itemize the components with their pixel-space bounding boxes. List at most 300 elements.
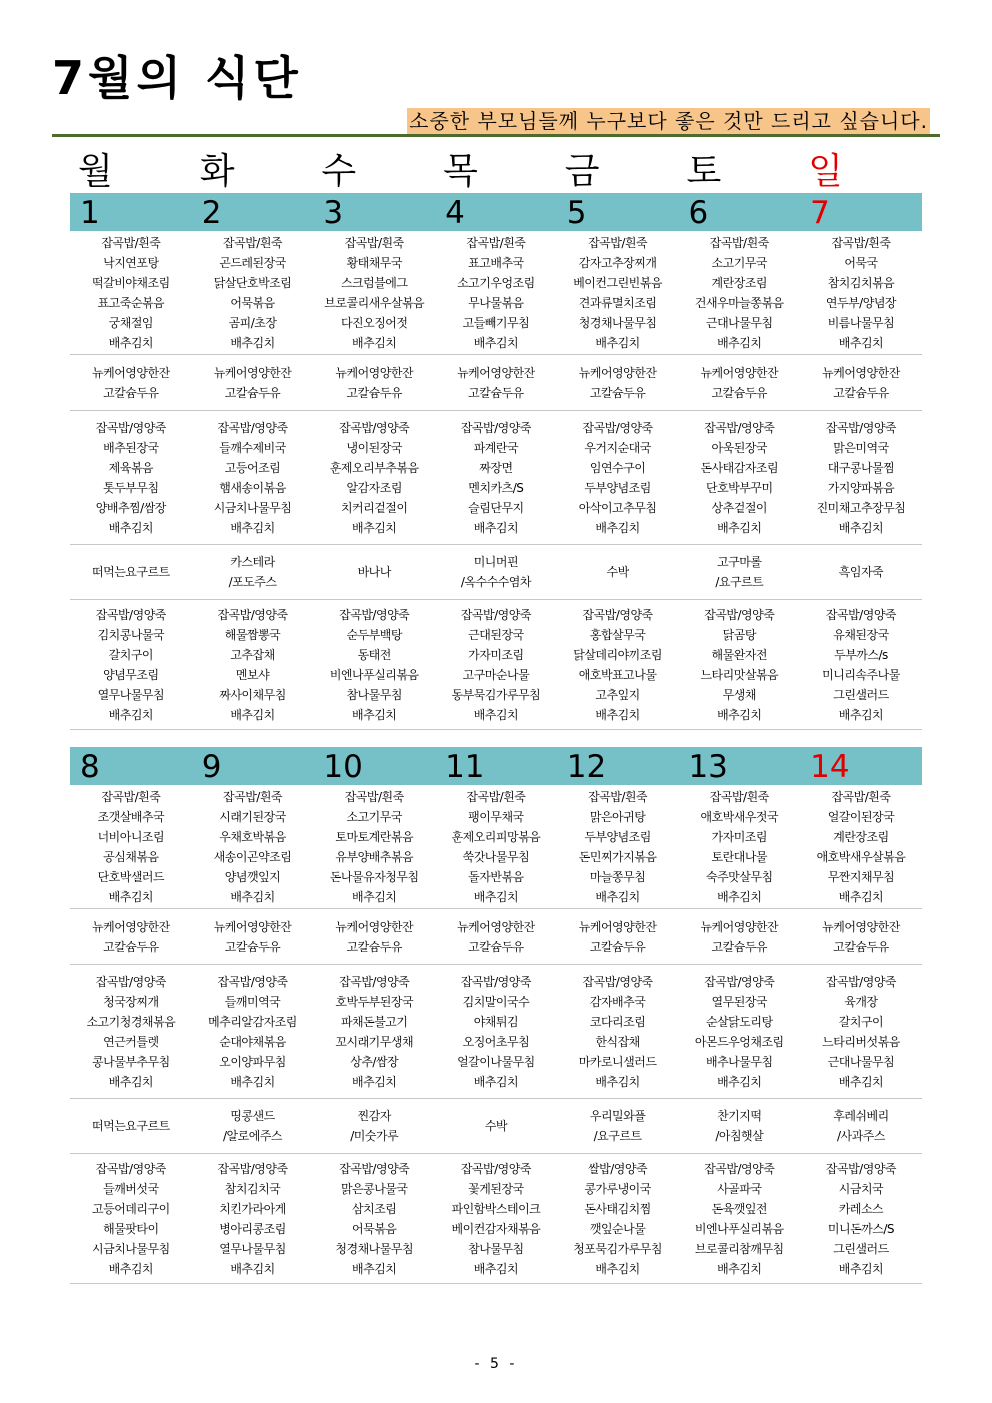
- menu-item: 무짠지채무침: [827, 869, 895, 884]
- menu-item: 깻잎순나물: [589, 1221, 646, 1236]
- menu-cell: [678, 411, 800, 544]
- menu-item: 다진오징어젓: [340, 315, 408, 330]
- menu-item: 배추김치: [838, 707, 884, 722]
- menu-cell: [70, 1154, 192, 1283]
- week-1: [70, 193, 922, 730]
- date-number: 10: [323, 749, 363, 785]
- menu-item: 우거지순대국: [584, 440, 651, 455]
- menu-item: 치킨가라아게: [219, 1201, 286, 1216]
- menu-cell: [70, 355, 192, 410]
- menu-cell: [557, 411, 679, 544]
- date-number: 4: [445, 195, 465, 231]
- menu-item: 소고기무국: [346, 809, 402, 824]
- menu-item: 배추김치: [108, 889, 154, 904]
- menu-item: /포도주스: [228, 575, 277, 589]
- menu-item: 육개장: [844, 994, 878, 1009]
- menu-item: 비엔나푸실리볶음: [694, 1221, 784, 1236]
- menu-item: 알감자조림: [346, 480, 402, 495]
- menu-item: 고등어데리구이: [92, 1201, 170, 1216]
- menu-cell: [70, 965, 192, 1098]
- menu-item: 잡곡밥/영양죽: [582, 974, 653, 989]
- date-number: 12: [566, 749, 607, 785]
- menu-item: 열무된장국: [711, 994, 768, 1009]
- menu-item: 카레소스: [838, 1201, 884, 1216]
- menu-item: 열무나물무침: [97, 687, 165, 702]
- menu-cell: [435, 231, 557, 354]
- weekday-fri: 금: [564, 151, 600, 192]
- menu-item: 잡곡밥/영양죽: [339, 420, 410, 435]
- menu-cell: [70, 909, 192, 964]
- menu-item: 배추김치: [838, 335, 884, 350]
- menu-item: 잡곡밥/영양죽: [460, 1161, 531, 1176]
- menu-item: 곤드레된장국: [219, 255, 286, 270]
- menu-cell: [313, 411, 435, 544]
- menu-item: 잡곡밥/흰죽: [466, 789, 526, 804]
- menu-item: 고칼슘두유: [833, 385, 889, 400]
- menu-item: 잡곡밥/흰죽: [344, 789, 404, 804]
- menu-item: 잡곡밥/영양죽: [339, 607, 410, 622]
- menu-item: 돈육깻잎전: [711, 1201, 768, 1216]
- menu-item: 양념깻잎지: [224, 869, 281, 884]
- menu-item: 베이컨그린빈볶음: [573, 275, 662, 290]
- menu-cell: [70, 411, 192, 544]
- menu-item: 감자배추국: [589, 994, 646, 1009]
- menu-cell: [557, 785, 679, 908]
- menu-item: 비름나물무침: [827, 315, 895, 330]
- menu-item: 순대야채볶음: [219, 1034, 286, 1049]
- menu-item: 아몬드우엉채조림: [694, 1034, 784, 1049]
- menu-item: 해물짬뽕국: [224, 627, 281, 642]
- menu-item: 고칼슘두유: [711, 939, 768, 954]
- menu-item: 배추김치: [473, 335, 519, 350]
- menu-item: 시금치나물무침: [92, 1241, 170, 1256]
- menu-item: 맑은콩나물국: [340, 1181, 408, 1196]
- menu-item: 브로콜리참깨무침: [694, 1241, 784, 1256]
- menu-item: 배추김치: [352, 520, 397, 535]
- menu-item: 고칼슘두유: [103, 939, 159, 954]
- menu-item: 유부양배추볶음: [335, 849, 414, 864]
- menu-item: 고칼슘두유: [468, 385, 524, 400]
- menu-item: 고칼슘두유: [224, 385, 281, 400]
- menu-cell: [435, 785, 557, 908]
- menu-item: 바나나: [357, 565, 391, 579]
- menu-item: 갈치구이: [838, 1014, 884, 1029]
- menu-item: 새송이곤약조림: [213, 849, 292, 864]
- menu-item: 들깨미역국: [224, 994, 281, 1009]
- menu-item: 돈사태감자조림: [700, 460, 779, 475]
- menu-item: 고칼슘두유: [589, 385, 646, 400]
- menu-item: 미니머핀: [473, 555, 519, 569]
- menu-cell: [192, 600, 314, 729]
- menu-item: 배추김치: [473, 1261, 519, 1276]
- date-number: 5: [566, 195, 587, 231]
- menu-cell: [192, 355, 314, 410]
- menu-item: 뉴케어영양한잔: [822, 919, 900, 934]
- menu-item: 고칼슘두유: [103, 385, 159, 400]
- weekday-thu: 목: [443, 151, 478, 192]
- menu-item: 배추김치: [352, 707, 397, 722]
- menu-item: 뉴케어영양한잔: [92, 919, 170, 934]
- menu-item: 잡곡밥/영양죽: [460, 420, 531, 435]
- menu-item: 잡곡밥/영양죽: [217, 974, 288, 989]
- menu-item: 잡곡밥/영양죽: [217, 607, 288, 622]
- menu-cell: [435, 600, 557, 729]
- menu-item: 상추겉절이: [711, 500, 768, 515]
- menu-cell: [678, 1154, 800, 1283]
- menu-item: 시금치나물무침: [213, 500, 292, 515]
- menu-item: 궁채절임: [108, 315, 154, 330]
- menu-item: 배추김치: [473, 520, 519, 535]
- menu-item: 마카로니샐러드: [578, 1054, 657, 1069]
- menu-item: 양배추찜/쌈장: [95, 500, 166, 515]
- menu-item: 꽃게된장국: [468, 1181, 524, 1196]
- menu-item: 비엔나푸실리볶음: [329, 667, 419, 682]
- weekday-wed: 수: [321, 151, 357, 192]
- menu-item: 오징어초무침: [462, 1034, 530, 1049]
- breakfast-row: [70, 231, 922, 355]
- menu-item: 근대나물무침: [827, 1054, 895, 1069]
- menu-cell: [800, 355, 922, 410]
- menu-cell: [435, 965, 557, 1098]
- menu-item: 어묵국: [844, 255, 878, 270]
- menu-item: 짜장면: [479, 460, 513, 475]
- menu-item: 배추김치: [595, 520, 640, 535]
- menu-item: 배추김치: [352, 1261, 397, 1276]
- menu-item: 잡곡밥/흰죽: [588, 235, 648, 250]
- menu-cell: [192, 1099, 314, 1153]
- menu-item: 잡곡밥/영양죽: [95, 607, 166, 622]
- menu-item: 단호박부꾸미: [706, 480, 773, 495]
- menu-item: 진미채고추장무침: [816, 500, 906, 515]
- menu-item: 고추잡채: [230, 647, 275, 662]
- weekday-header: [70, 152, 922, 192]
- menu-item: 고칼슘두유: [224, 939, 281, 954]
- menu-item: 잡곡밥/흰죽: [831, 789, 891, 804]
- menu-item: 뉴케어영양한잔: [213, 365, 292, 380]
- menu-cell: [800, 785, 922, 908]
- menu-item: 훈제오리피망볶음: [451, 829, 541, 844]
- menu-item: 쑥갓나물무침: [462, 849, 530, 864]
- date-number: 11: [445, 749, 485, 785]
- menu-item: 슬림단무지: [468, 500, 524, 515]
- menu-item: 애호박표고나물: [578, 667, 657, 682]
- menu-item: 오이양파무침: [219, 1054, 286, 1069]
- menu-item: 애호박새우젓국: [700, 809, 779, 824]
- menu-item: 어묵볶음: [230, 295, 275, 310]
- menu-item: 순살닭도리탕: [706, 1014, 773, 1029]
- menu-item: 건새우마늘쫑볶음: [694, 295, 784, 310]
- menu-item: 배추김치: [352, 335, 397, 350]
- menu-item: 고칼슘두유: [468, 939, 524, 954]
- menu-cell: [313, 231, 435, 354]
- menu-item: 사골파국: [717, 1181, 762, 1196]
- menu-cell: [313, 785, 435, 908]
- lunch-row: [70, 411, 922, 545]
- menu-item: 연근커틀렛: [103, 1034, 159, 1049]
- afternoon-snack-row: [70, 545, 922, 600]
- menu-item: 꼬시래기무생채: [335, 1034, 414, 1049]
- menu-cell: [70, 231, 192, 354]
- menu-cell: [192, 965, 314, 1098]
- date-number: 2: [201, 195, 222, 231]
- menu-item: 열무나물무침: [219, 1241, 286, 1256]
- menu-item: 고칼슘두유: [346, 939, 402, 954]
- menu-cell: [800, 600, 922, 729]
- menu-item: 후레쉬베리: [833, 1109, 889, 1123]
- menu-cell: [557, 1099, 679, 1153]
- menu-item: 감자고추장찌개: [578, 255, 657, 270]
- menu-item: 토마토계란볶음: [335, 829, 414, 844]
- menu-item: 스크럼블에그: [340, 275, 408, 290]
- menu-item: 병아리콩조림: [219, 1221, 286, 1236]
- menu-cell: [557, 909, 679, 964]
- menu-item: 잡곡밥/흰죽: [344, 235, 404, 250]
- menu-item: 배추김치: [595, 1074, 640, 1089]
- menu-item: 삼치조림: [352, 1201, 397, 1216]
- menu-item: /아침햇살: [715, 1129, 764, 1143]
- menu-item: 잡곡밥/흰죽: [101, 789, 161, 804]
- menu-item: 맑은아귀탕: [589, 809, 646, 824]
- menu-item: 무나물볶음: [468, 295, 524, 310]
- menu-item: 청국장찌개: [103, 994, 159, 1009]
- menu-item: 잡곡밥/영양죽: [460, 974, 531, 989]
- menu-item: 뉴케어영양한잔: [92, 365, 170, 380]
- menu-item: 찬기지떡: [717, 1109, 762, 1123]
- menu-item: 잡곡밥/영양죽: [704, 1161, 775, 1176]
- menu-item: 표고배추국: [468, 255, 524, 270]
- menu-item: 햄새송이볶음: [219, 480, 286, 495]
- page-title: 7월의 식단: [52, 51, 302, 105]
- date-number: 7: [810, 195, 830, 231]
- menu-item: 파계란국: [473, 440, 519, 455]
- menu-item: 고칼슘두유: [346, 385, 402, 400]
- menu-item: 대구콩나물찜: [827, 460, 895, 475]
- menu-item: 팽이무채국: [468, 809, 524, 824]
- menu-item: 배추김치: [473, 707, 519, 722]
- menu-item: 잡곡밥/영양죽: [582, 607, 653, 622]
- menu-cell: [678, 1099, 800, 1153]
- menu-item: 아삭이고추무침: [578, 500, 657, 515]
- menu-item: 잡곡밥/흰죽: [466, 235, 526, 250]
- menu-item: 조갯살배추국: [97, 809, 165, 824]
- afternoon-snack-row: [70, 1099, 922, 1154]
- menu-item: 시금치국: [838, 1181, 884, 1196]
- menu-item: 배추김치: [352, 889, 397, 904]
- menu-cell: [192, 785, 314, 908]
- menu-item: 멘치카츠/S: [468, 480, 524, 495]
- menu-item: 배추김치: [230, 520, 275, 535]
- menu-item: 배추김치: [838, 520, 884, 535]
- breakfast-row: [70, 785, 922, 909]
- menu-item: 가자미조림: [468, 647, 524, 662]
- menu-item: 고구마롤: [717, 555, 762, 569]
- menu-item: 그린샐러드: [833, 687, 889, 702]
- menu-cell: [678, 231, 800, 354]
- menu-cell: [313, 1099, 435, 1153]
- menu-item: 잡곡밥/흰죽: [831, 235, 891, 250]
- menu-item: 가지양파볶음: [827, 480, 895, 495]
- menu-item: 배추김치: [230, 1074, 275, 1089]
- menu-item: 배추김치: [108, 1074, 154, 1089]
- menu-item: 배추나물무침: [706, 1054, 773, 1069]
- menu-item: 잡곡밥/영양죽: [825, 974, 897, 989]
- menu-item: /요구르트: [593, 1129, 642, 1143]
- menu-item: 표고죽순볶음: [97, 295, 165, 310]
- menu-item: 너비아니조림: [97, 829, 165, 844]
- menu-item: 메추리알감자조림: [208, 1014, 297, 1029]
- menu-item: 참치김치볶음: [827, 275, 895, 290]
- menu-item: 배추김치: [838, 1261, 884, 1276]
- menu-item: 훈제오리부추볶음: [329, 460, 419, 475]
- menu-item: 들깨버섯국: [103, 1181, 159, 1196]
- menu-item: 잡곡밥/영양죽: [825, 607, 897, 622]
- menu-cell: [435, 909, 557, 964]
- menu-item: 배추김치: [230, 707, 275, 722]
- menu-item: 잡곡밥/영양죽: [825, 1161, 897, 1176]
- menu-item: 배추김치: [108, 1261, 154, 1276]
- menu-item: 황태채무국: [346, 255, 402, 270]
- menu-item: 견과류멸치조림: [578, 295, 657, 310]
- menu-item: 떠먹는요구르트: [92, 1119, 170, 1133]
- menu-item: 동부묵김가루무침: [451, 687, 541, 702]
- menu-item: 잡곡밥/흰죽: [223, 235, 283, 250]
- menu-cell: [800, 231, 922, 354]
- menu-item: 치커리겉절이: [340, 500, 408, 515]
- menu-item: 파인함박스테이크: [451, 1201, 541, 1216]
- menu-item: 쌀밥/영양죽: [588, 1161, 648, 1176]
- menu-item: 멘보샤: [235, 667, 270, 682]
- menu-cell: [800, 545, 922, 599]
- menu-item: 잡곡밥/영양죽: [217, 1161, 288, 1176]
- menu-item: 돌자반볶음: [468, 869, 524, 884]
- menu-item: 두부양념조림: [584, 829, 651, 844]
- menu-item: 유채된장국: [833, 627, 889, 642]
- menu-item: 코다리조림: [589, 1014, 646, 1029]
- menu-cell: [313, 355, 435, 410]
- dinner-row: [70, 1154, 922, 1284]
- menu-item: 곰피/초장: [228, 315, 277, 330]
- menu-item: 순두부백탕: [346, 627, 402, 642]
- menu-cell: [800, 1099, 922, 1153]
- menu-item: 잡곡밥/영양죽: [95, 1161, 166, 1176]
- menu-cell: [313, 965, 435, 1098]
- menu-cell: [557, 1154, 679, 1283]
- menu-item: 배추된장국: [103, 440, 159, 455]
- menu-cell: [192, 545, 314, 599]
- menu-item: 수박: [484, 1119, 507, 1133]
- menu-item: 김치콩나물국: [97, 627, 165, 642]
- date-number: 14: [810, 749, 850, 785]
- menu-item: 고칼슘두유: [589, 939, 646, 954]
- menu-cell: [678, 965, 800, 1098]
- menu-item: 마늘쫑무침: [589, 869, 646, 884]
- menu-item: 잡곡밥/영양죽: [339, 1161, 410, 1176]
- menu-item: 베이컨감자채볶음: [451, 1221, 541, 1236]
- menu-cell: [313, 1154, 435, 1283]
- menu-item: /알로에주스: [223, 1129, 283, 1143]
- menu-item: 잡곡밥/흰죽: [709, 789, 769, 804]
- menu-cell: [435, 545, 557, 599]
- menu-item: 뉴케어영양한잔: [700, 919, 779, 934]
- menu-cell: [192, 231, 314, 354]
- menu-item: 미니리속주나물: [822, 667, 900, 682]
- menu-cell: [678, 355, 800, 410]
- weekday-mon: 월: [78, 151, 113, 192]
- menu-cell: [70, 785, 192, 908]
- menu-item: 배추김치: [595, 335, 640, 350]
- menu-item: 한식잡채: [595, 1034, 640, 1049]
- week-2: [70, 747, 922, 1284]
- menu-item: 배추김치: [838, 1074, 884, 1089]
- menu-item: 뉴케어영양한잔: [700, 365, 779, 380]
- menu-item: 근대된장국: [468, 627, 524, 642]
- menu-item: 배추김치: [717, 335, 762, 350]
- menu-item: 잡곡밥/영양죽: [217, 420, 288, 435]
- menu-item: 잡곡밥/영양죽: [460, 607, 531, 622]
- date-number: 1: [80, 195, 100, 231]
- menu-item: 돈사태김치찜: [584, 1201, 651, 1216]
- menu-item: 뉴케어영양한잔: [335, 365, 414, 380]
- menu-item: 배추김치: [595, 889, 640, 904]
- morning-snack-row: [70, 909, 922, 965]
- menu-cell: [192, 1154, 314, 1283]
- menu-cell: [313, 545, 435, 599]
- menu-item: 브로콜리새우살볶음: [324, 295, 425, 310]
- menu-cell: [678, 785, 800, 908]
- menu-item: 들깨수제비국: [219, 440, 286, 455]
- morning-snack-row: [70, 355, 922, 411]
- menu-item: 두부양념조림: [584, 480, 651, 495]
- menu-item: 콩가루냉이국: [584, 1181, 651, 1196]
- menu-item: 잡곡밥/영양죽: [582, 420, 653, 435]
- menu-item: 미니돈까스/S: [827, 1221, 895, 1236]
- menu-item: 잡곡밥/흰죽: [223, 789, 283, 804]
- menu-item: 홍합살무국: [589, 627, 646, 642]
- menu-item: 상추/쌈장: [350, 1054, 399, 1069]
- page-number: - 5 -: [474, 1356, 518, 1372]
- menu-item: 청경채나물무침: [335, 1241, 414, 1256]
- menu-item: 잡곡밥/영양죽: [825, 420, 897, 435]
- menu-item: 느타리맛살볶음: [700, 667, 779, 682]
- menu-cell: [313, 909, 435, 964]
- menu-item: 해물완자전: [711, 647, 768, 662]
- menu-item: 뉴케어영양한잔: [335, 919, 414, 934]
- menu-item: 동태전: [357, 647, 391, 662]
- menu-item: 떠먹는요구르트: [92, 565, 170, 579]
- menu-item: 어묵볶음: [352, 1221, 397, 1236]
- menu-item: 느타리버섯볶음: [822, 1034, 900, 1049]
- menu-item: 띵콩샌드: [230, 1109, 275, 1123]
- menu-cell: [678, 545, 800, 599]
- weekday-sun: 일: [808, 151, 843, 192]
- menu-item: 해물팟타이: [103, 1221, 159, 1236]
- menu-item: 뉴케어영양한잔: [457, 365, 535, 380]
- menu-item: 뉴케어영양한잔: [578, 365, 657, 380]
- menu-item: 배추김치: [230, 335, 275, 350]
- menu-item: 소고기무국: [711, 255, 768, 270]
- menu-item: /미숫가루: [350, 1129, 399, 1143]
- menu-item: 배추김치: [352, 1074, 397, 1089]
- date-number: 6: [688, 195, 709, 231]
- menu-item: 고구마순나물: [462, 667, 530, 682]
- menu-item: 배추김치: [717, 889, 762, 904]
- date-bar: [70, 747, 922, 785]
- menu-item: 콩나물부추무침: [92, 1054, 170, 1069]
- menu-item: 참나물무침: [468, 1241, 524, 1256]
- menu-item: 닭살단호박조림: [213, 275, 292, 290]
- menu-item: 고들빼기무침: [462, 315, 530, 330]
- menu-cell: [678, 600, 800, 729]
